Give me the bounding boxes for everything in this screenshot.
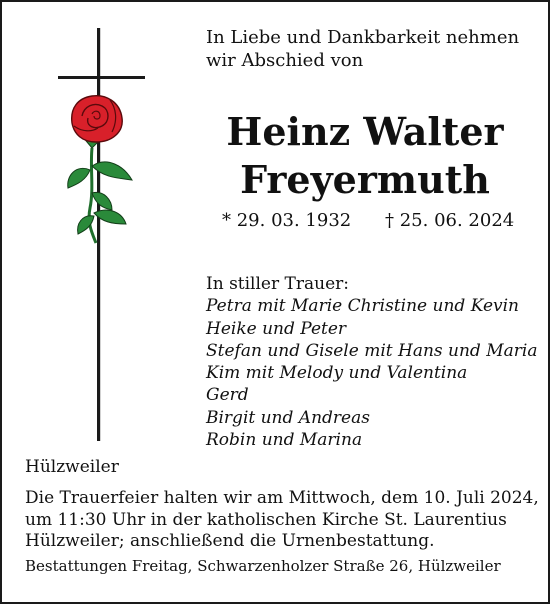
intro-text — [206, 26, 536, 72]
undertaker-line: Bestattungen Freitag, Schwarzenholzer Straße 26, Hülzweiler — [25, 557, 501, 575]
place-name: Hülzweiler — [25, 457, 119, 477]
ceremony-notice — [25, 488, 539, 553]
mourner-family: Kim mit Melody und Valentina — [206, 363, 468, 384]
deceased-first-names: Heinz Walter — [226, 109, 504, 154]
mourner-family: Heike und Peter — [206, 318, 347, 339]
ceremony-line: Die Trauerfeier halten wir am Mittwoch, dem 10. Juli 2024, — [25, 488, 539, 508]
deceased-surname: Freyermuth — [240, 157, 490, 202]
birth-date: * 29. 03. 1932 — [222, 210, 352, 231]
mourner-family: Birgit und Andreas — [206, 407, 370, 428]
ceremony-line: Hülzweiler; anschließend die Urnenbestattung. — [25, 531, 435, 551]
death-date: † 25. 06. 2024 — [385, 210, 515, 231]
mourner-family: Gerd — [206, 385, 249, 406]
mourner-family: Stefan und Gisele mit Hans und Maria — [206, 340, 538, 361]
mourner-family: Robin und Marina — [206, 430, 363, 451]
ceremony-line: um 11:30 Uhr in der katholischen Kirche St. Laurentius — [25, 509, 507, 530]
intro-line: In Liebe und Dankbarkeit nehmen — [206, 27, 520, 48]
cross-icon — [58, 28, 145, 441]
mourner-family: Petra mit Marie Christine und Kevin — [206, 296, 519, 317]
deceased-name — [190, 108, 540, 204]
intro-line: wir Abschied von — [206, 50, 364, 71]
mourners-list — [206, 273, 541, 451]
cross-with-rose-icon — [52, 28, 152, 443]
mourners-heading: In stiller Trauer: — [206, 274, 349, 294]
